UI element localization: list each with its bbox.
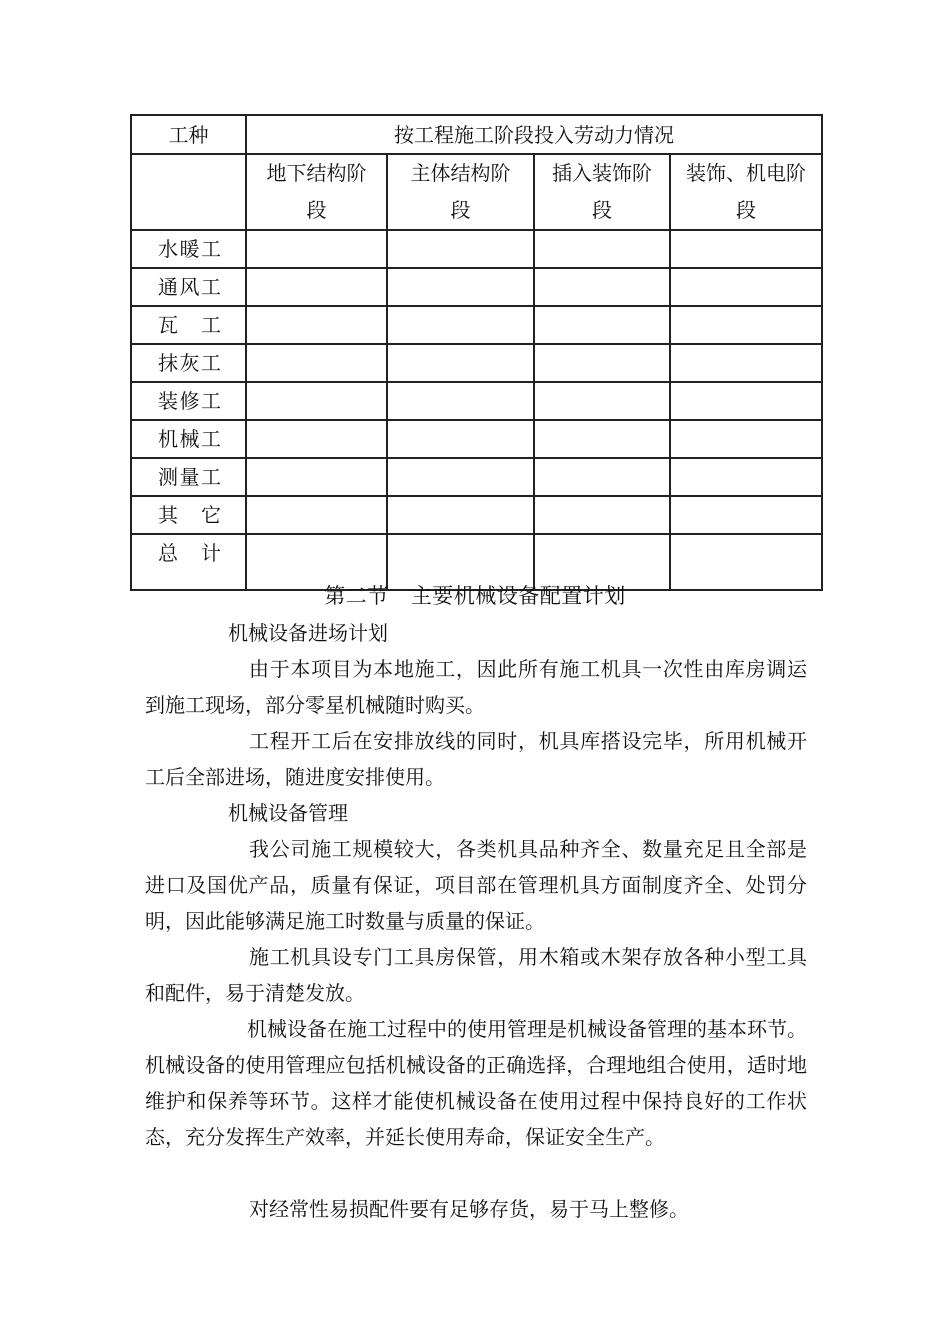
labor-table [130,114,823,591]
table-header-row [131,115,822,154]
table-cell [670,420,822,458]
paragraph: 机械设备在施工过程中的使用管理是机械设备管理的基本环节。机械设备的使用管理应包括机械设备的正确选择，合理地组合使用，适时地维护和保养等环节。这样才能使机械设备在使用过程中保持良好的工作状态，充分发挥生产效率，并延长使用寿命，保证安全生产。 [145,1017,807,1149]
table-row [131,230,822,268]
header-labor-by-stage: 按工程施工阶段投入劳动力情况 [246,115,822,154]
table-cell [670,496,822,534]
table-cell [387,496,534,534]
table-cell [387,344,534,382]
table-cell [387,382,534,420]
table-cell [246,306,387,344]
table-cell [670,382,822,420]
table-cell [534,306,670,344]
table-row [131,268,822,306]
stage-main-structure: 主体结构阶 段 [387,154,534,230]
trade-label: 抹灰工 [131,344,246,382]
section-number: 第二节 [324,584,389,608]
table-cell [670,230,822,268]
subheading-equipment-management: 机械设备管理 [228,801,348,825]
subheading-equipment-entry: 机械设备进场计划 [228,621,388,645]
header-trade: 工种 [131,115,246,154]
table-cell [670,344,822,382]
table-cell [387,230,534,268]
table-cell [246,230,387,268]
trade-label: 测量工 [131,458,246,496]
paragraph: 我公司施工规模较大，各类机具品种齐全、数量充足且全部是进口及国优产品，质量有保证，项目部在管理机具方面制度齐全、处罚分明，因此能够满足施工时数量与质量的保证。 [145,837,807,933]
table-cell [534,458,670,496]
table-cell [534,382,670,420]
table-stage-row [131,154,822,230]
table-row [131,344,822,382]
paragraph: 对经常性易损配件要有足够存货，易于马上整修。 [249,1197,689,1221]
table-cell [246,458,387,496]
table-row [131,458,822,496]
table-cell [246,268,387,306]
table-cell [387,458,534,496]
trade-label: 水暖工 [131,230,246,268]
table-cell [670,306,822,344]
table-cell [246,382,387,420]
table-cell [534,268,670,306]
trade-label: 其它 [131,496,246,534]
trade-label: 机械工 [131,420,246,458]
table-cell [246,344,387,382]
table-cell [670,268,822,306]
table-row [131,306,822,344]
table-cell [534,496,670,534]
table-cell [670,458,822,496]
table-row [131,420,822,458]
trade-label: 装修工 [131,382,246,420]
table-cell [387,306,534,344]
stage-decoration-insert: 插入装饰阶 段 [534,154,670,230]
table-row [131,382,822,420]
section-heading: 主要机械设备配置计划 [410,584,626,608]
stage-underground: 地下结构阶 段 [246,154,387,230]
paragraph: 由于本项目为本地施工，因此所有施工机具一次性由库房调运到施工现场，部分零星机械随时购买。 [145,657,807,717]
table-row [131,496,822,534]
header-empty-cell [131,154,246,230]
table-cell [534,344,670,382]
table-cell [534,420,670,458]
trade-label: 总计 [131,534,246,590]
trade-label: 通风工 [131,268,246,306]
table-cell [387,268,534,306]
section-title [0,580,950,610]
table-cell [246,496,387,534]
paragraph: 工程开工后在安排放线的同时，机具库搭设完毕，所用机械开工后全部进场，随进度安排使用。 [145,729,807,789]
paragraph: 施工机具设专门工具房保管，用木箱或木架存放各种小型工具和配件，易于清楚发放。 [145,945,807,1005]
stage-decoration-mep: 装饰、机电阶 段 [670,154,822,230]
table-cell [387,420,534,458]
table-cell [534,230,670,268]
trade-label: 瓦工 [131,306,246,344]
table-cell [246,420,387,458]
